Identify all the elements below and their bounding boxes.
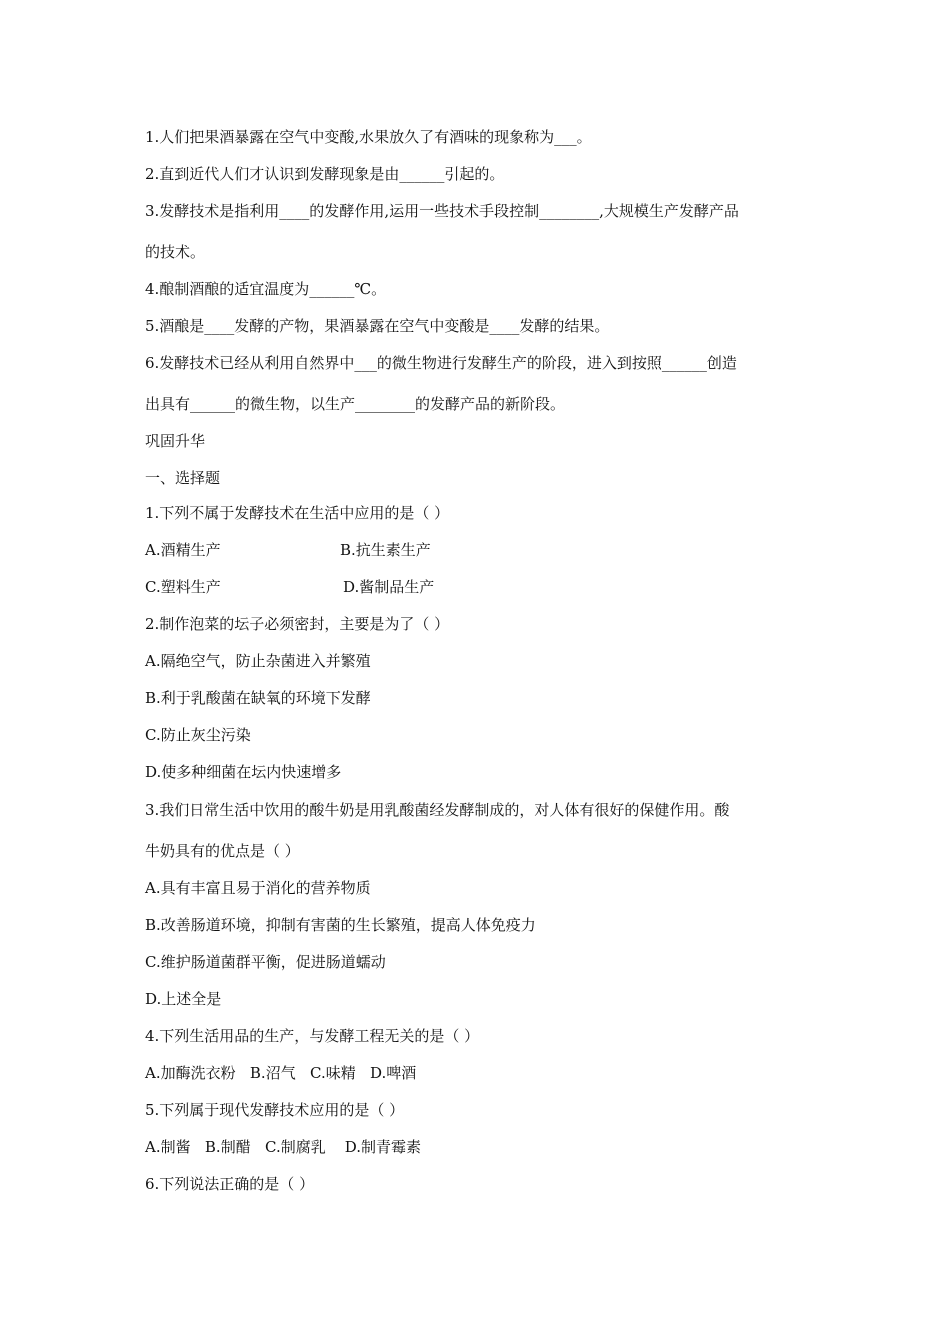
question-6-stem: 6.下列说法正确的是（ ） xyxy=(145,1175,315,1193)
question-3-option-d: D.上述全是 xyxy=(145,990,222,1008)
subsection-title: 一、选择题 xyxy=(145,469,221,487)
fill-in-question-3-line-1: 3.发酵技术是指利用____的发酵作用,运用一些技术手段控制________,大规模生产发酵产品 xyxy=(145,202,739,220)
question-1-option-d: D.酱制品生产 xyxy=(343,578,435,596)
question-2-option-b: B.利于乳酸菌在缺氧的环境下发酵 xyxy=(145,689,371,707)
question-1-option-c: C.塑料生产 xyxy=(145,578,221,596)
fill-in-question-1: 1.人们把果酒暴露在空气中变酸,水果放久了有酒味的现象称为___。 xyxy=(145,128,592,146)
fill-in-question-6-line-1: 6.发酵技术已经从利用自然界中___的微生物进行发酵生产的阶段，进入到按照______创造 xyxy=(145,354,737,372)
fill-in-question-2: 2.直到近代人们才认识到发酵现象是由______引起的。 xyxy=(145,165,505,183)
question-3-stem-line-1: 3.我们日常生活中饮用的酸牛奶是用乳酸菌经发酵制成的，对人体有很好的保健作用。酸 xyxy=(145,801,730,819)
question-2-option-a: A.隔绝空气，防止杂菌进入并繁殖 xyxy=(145,652,371,670)
fill-in-question-6-line-2: 出具有______的微生物，以生产________的发酵产品的新阶段。 xyxy=(145,395,566,413)
question-1-option-a: A.酒精生产 xyxy=(145,541,221,559)
question-4-options: A.加酶洗衣粉 B.沼气 C.味精 D.啤酒 xyxy=(145,1064,417,1082)
fill-in-question-5: 5.酒酿是____发酵的产物，果酒暴露在空气中变酸是____发酵的结果。 xyxy=(145,317,610,335)
question-3-option-a: A.具有丰富且易于消化的营养物质 xyxy=(145,879,371,897)
question-5-options: A.制酱 B.制醋 C.制腐乳 D.制青霉素 xyxy=(145,1138,422,1156)
fill-in-question-4: 4.酿制酒酿的适宜温度为______℃。 xyxy=(145,280,387,298)
question-2-stem: 2.制作泡菜的坛子必须密封，主要是为了（ ） xyxy=(145,615,450,633)
question-2-option-d: D.使多种细菌在坛内快速增多 xyxy=(145,763,342,781)
section-title: 巩固升华 xyxy=(145,432,206,450)
question-1-option-b: B.抗生素生产 xyxy=(340,541,431,559)
question-5-stem: 5.下列属于现代发酵技术应用的是（ ） xyxy=(145,1101,405,1119)
fill-in-question-3-line-2: 的技术。 xyxy=(145,243,206,261)
question-1-stem: 1.下列不属于发酵技术在生活中应用的是（ ） xyxy=(145,504,450,522)
question-3-stem-line-2: 牛奶具有的优点是（ ） xyxy=(145,842,300,860)
question-4-stem: 4.下列生活用品的生产，与发酵工程无关的是（ ） xyxy=(145,1027,480,1045)
question-3-option-b: B.改善肠道环境，抑制有害菌的生长繁殖，提高人体免疫力 xyxy=(145,916,536,934)
question-2-option-c: C.防止灰尘污染 xyxy=(145,726,251,744)
question-3-option-c: C.维护肠道菌群平衡，促进肠道蠕动 xyxy=(145,953,386,971)
